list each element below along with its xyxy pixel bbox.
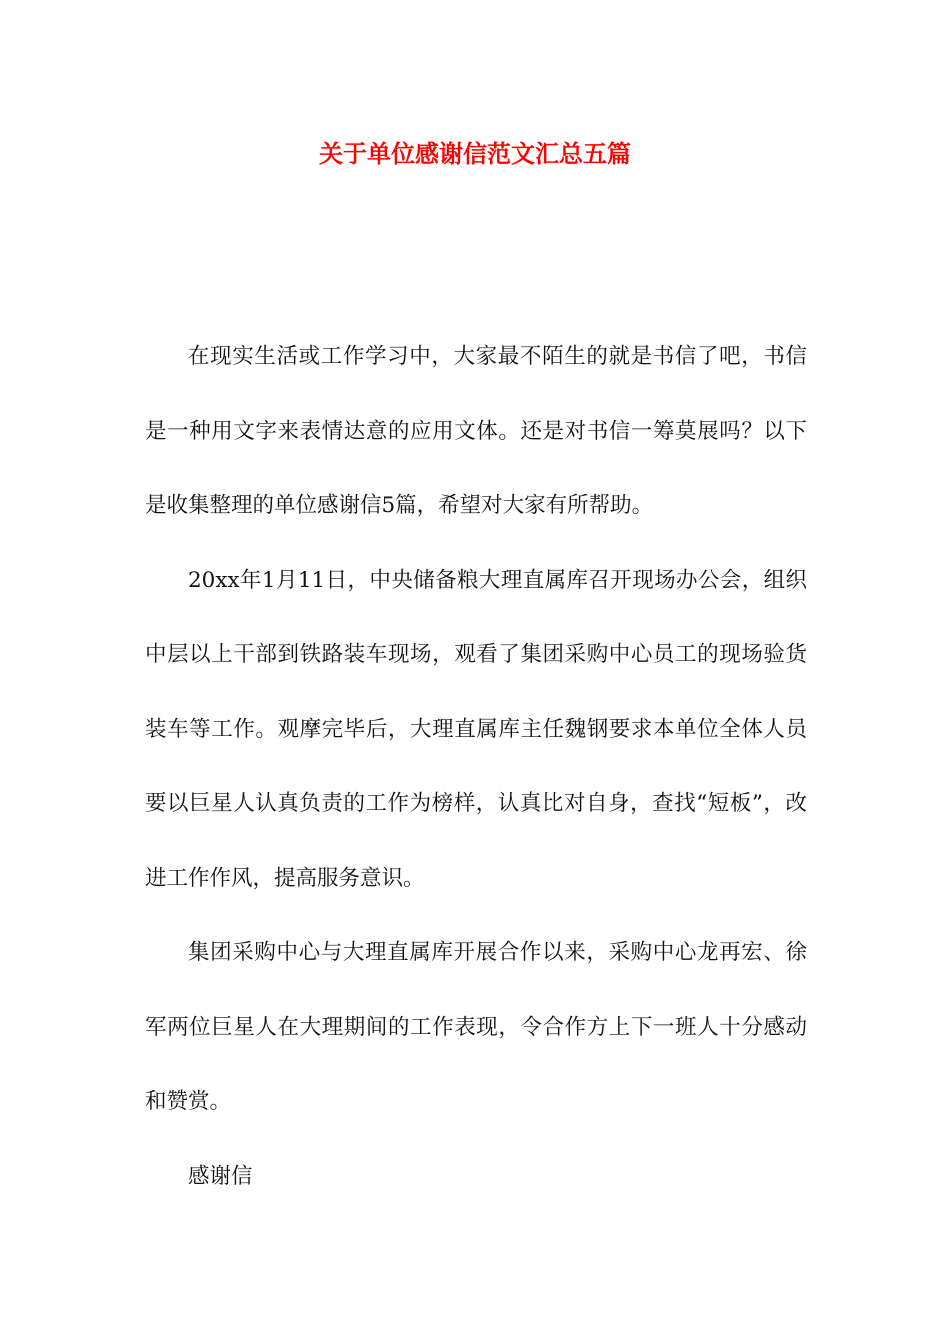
paragraph-meeting: 20xx年1月11日，中央储备粮大理直属库召开现场办公会，组织中层以上干部到铁路装车现场，观看了集团采购中心员工的现场验货装车等工作。观摩完毕后，大理直属库主任魏钢要求本单位全体人员要以巨星人认真负责的工作为榜样，认真比对自身，查找“短板”，改进工作作风，提高服务意识。 [145, 567, 807, 891]
paragraph-letter-heading: 感谢信 [188, 1163, 253, 1189]
document-title: 关于单位感谢信范文汇总五篇 [319, 139, 631, 168]
paragraph-intro: 在现实生活或工作学习中，大家最不陌生的就是书信了吧，书信是一种用文字来表情达意的应用文体。还是对书信一筹莫展吗？以下是收集整理的单位感谢信5篇，希望对大家有所帮助。 [145, 344, 807, 518]
paragraph-cooperation: 集团采购中心与大理直属库开展合作以来，采购中心龙再宏、徐军两位巨星人在大理期间的工作表现，令合作方上下一班人十分感动和赞赏。 [145, 940, 807, 1114]
document-body [145, 320, 807, 1214]
